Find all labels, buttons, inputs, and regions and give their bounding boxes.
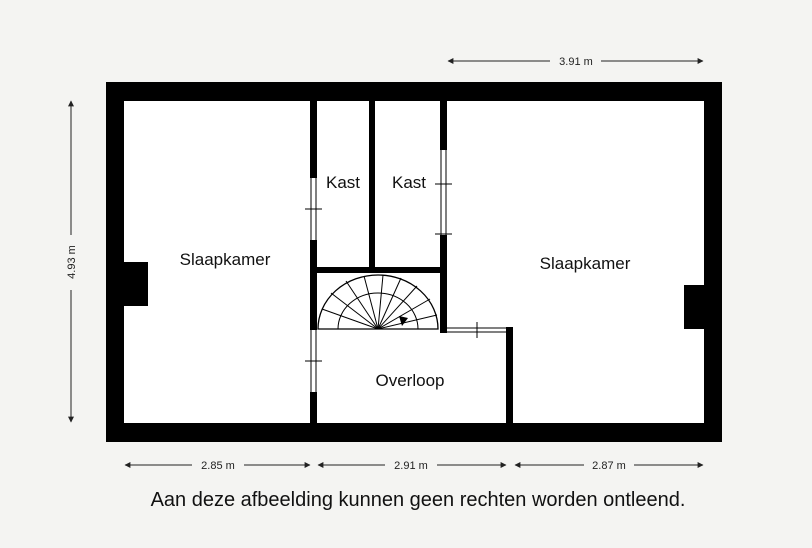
room-label-landing: Overloop <box>375 371 445 390</box>
dimension-top <box>448 56 703 68</box>
dimension-label-left: 4.93 m <box>66 245 78 279</box>
chimney-right <box>684 285 704 329</box>
dimension-bottom-left <box>125 460 310 472</box>
disclaimer-text: Aan deze afbeelding kunnen geen rechten worden ontleend. <box>150 489 686 511</box>
dimension-label-bottom-right: 2.87 m <box>592 460 626 472</box>
room-label-bedroom-left: Slaapkamer <box>179 250 271 269</box>
dimension-label-bottom-middle: 2.91 m <box>394 460 428 472</box>
dimension-label-top: 3.91 m <box>559 56 593 68</box>
room-label-bedroom-right: Slaapkamer <box>539 254 631 273</box>
room-label-closet-2: Kast <box>391 173 427 192</box>
dimension-left <box>66 101 78 422</box>
chimney-left <box>124 262 148 306</box>
room-label-closet-1: Kast <box>325 173 361 192</box>
dimension-bottom-middle <box>318 460 506 472</box>
dimension-label-bottom-left: 2.85 m <box>201 460 235 472</box>
dimension-bottom-right <box>515 460 703 472</box>
